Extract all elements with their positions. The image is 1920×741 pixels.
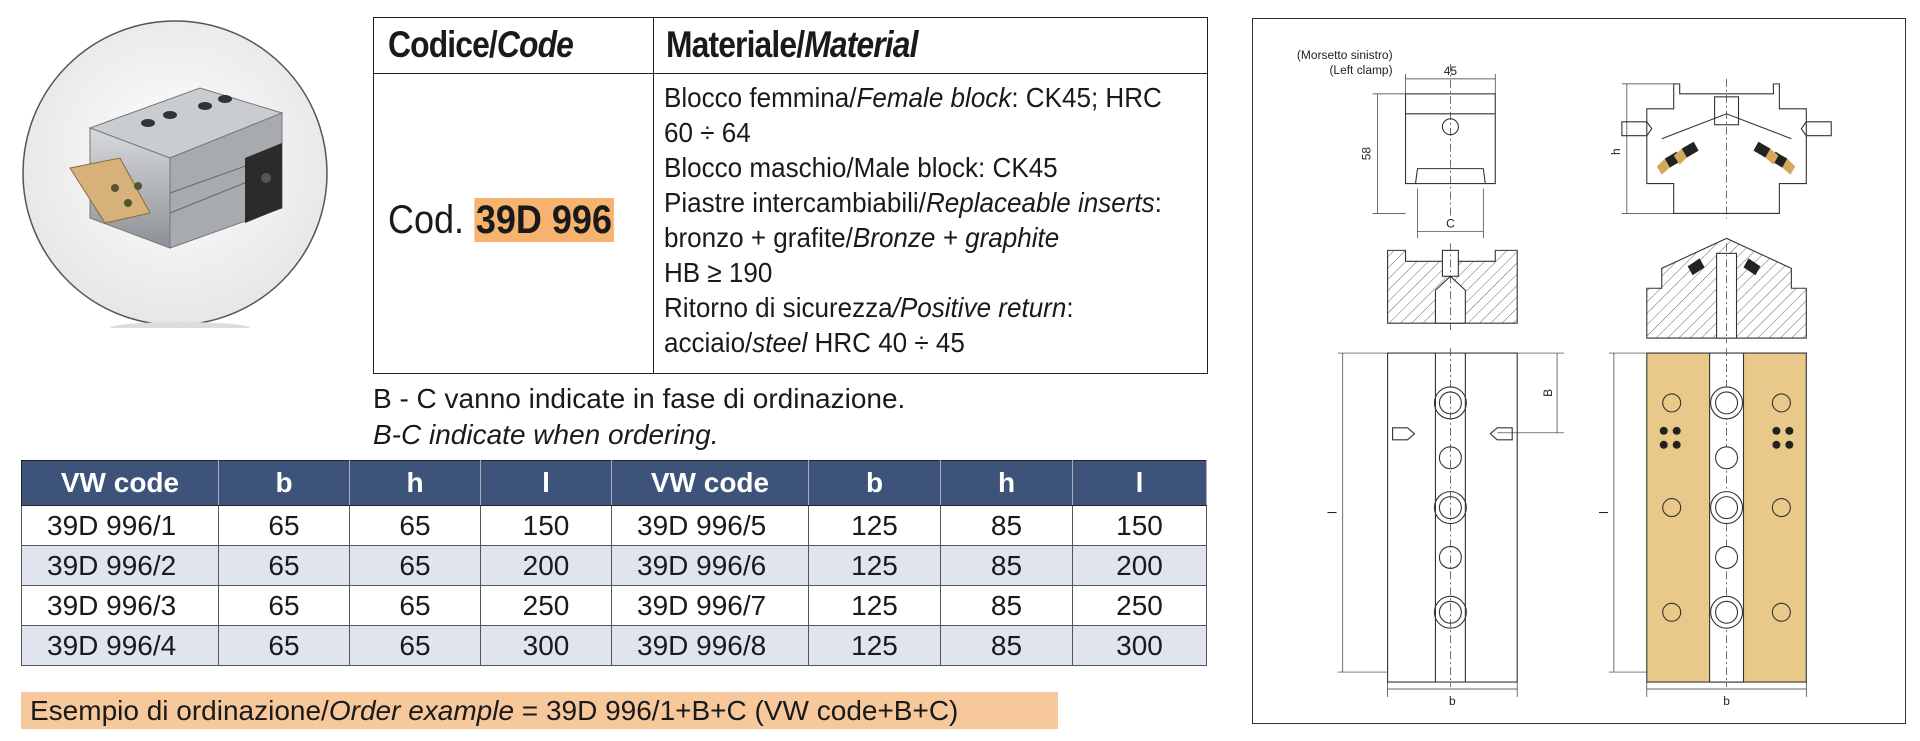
dimension-58: 58 (1359, 147, 1374, 161)
dimension-b-right: b (1723, 693, 1730, 708)
header-material: Materiale/Material (666, 24, 918, 65)
order-example: Esempio di ordinazione/Order example = 39D 996/1+B+C (VW code+B+C) (21, 692, 1058, 729)
material-list (664, 80, 1162, 360)
table-cell: 39D 996/6 (612, 546, 809, 586)
table-cell: 85 (941, 626, 1073, 666)
dimension-l-right: l (1596, 511, 1611, 514)
table-cell: 65 (219, 506, 350, 546)
spec-table (373, 17, 1208, 374)
table-cell: 300 (1073, 626, 1207, 666)
col-b: b (809, 461, 941, 506)
table-cell: 65 (350, 506, 481, 546)
table-row (22, 546, 1207, 586)
dimension-c: C (1446, 216, 1455, 231)
table-cell: 125 (809, 626, 941, 666)
col-l: l (481, 461, 612, 506)
table-cell: 125 (809, 506, 941, 546)
table-cell: 65 (350, 586, 481, 626)
dimension-l-left: l (1325, 511, 1340, 514)
table-cell: 65 (219, 586, 350, 626)
table-header-row (22, 461, 1207, 506)
table-cell: 65 (219, 626, 350, 666)
table-row (22, 626, 1207, 666)
table-cell: 150 (481, 506, 612, 546)
table-cell: 85 (941, 506, 1073, 546)
dimension-b-left: b (1449, 693, 1456, 708)
table-cell: 125 (809, 546, 941, 586)
material-line: bronzo + grafite/Bronze + graphite (664, 222, 1060, 253)
material-line: acciaio/steel HRC 40 ÷ 45 (664, 327, 965, 358)
col-vw-code: VW code (22, 461, 219, 506)
technical-drawing (1252, 18, 1906, 724)
table-cell: 39D 996/8 (612, 626, 809, 666)
table-cell: 39D 996/4 (22, 626, 219, 666)
col-h: h (941, 461, 1073, 506)
clamp-label-it: (Morsetto sinistro) (1296, 47, 1393, 62)
dimension-45: 45 (1443, 63, 1458, 78)
table-cell: 85 (941, 586, 1073, 626)
table-cell: 250 (481, 586, 612, 626)
col-vw-code: VW code (612, 461, 809, 506)
product-code: Cod. 39D 996 (388, 198, 612, 242)
clamp-label-en: (Left clamp) (1329, 62, 1393, 77)
table-cell: 65 (350, 546, 481, 586)
table-cell: 200 (481, 546, 612, 586)
table-cell: 300 (481, 626, 612, 666)
table-cell: 85 (941, 546, 1073, 586)
table-cell: 39D 996/2 (22, 546, 219, 586)
table-cell: 150 (1073, 506, 1207, 546)
material-line: 60 ÷ 64 (664, 117, 751, 148)
material-line: HB ≥ 190 (664, 257, 773, 288)
col-b: b (219, 461, 350, 506)
col-l: l (1073, 461, 1207, 506)
material-line: Piastre intercambiabili/Replaceable inserts: (664, 187, 1162, 218)
material-line: Blocco femmina/Female block: CK45; HRC (664, 82, 1162, 113)
dimension-B: B (1541, 388, 1556, 397)
table-cell: 125 (809, 586, 941, 626)
table-row (22, 586, 1207, 626)
dimension-h: h (1608, 148, 1623, 156)
table-cell: 39D 996/5 (612, 506, 809, 546)
product-photo (20, 18, 330, 328)
table-cell: 39D 996/1 (22, 506, 219, 546)
header-code: Codice/Code (388, 24, 574, 65)
table-cell: 39D 996/3 (22, 586, 219, 626)
product-code-number: 39D 996 (475, 198, 612, 242)
material-line: Ritorno di sicurezza/Positive return: (664, 292, 1074, 323)
table-row (22, 506, 1207, 546)
table-cell: 200 (1073, 546, 1207, 586)
col-h: h (350, 461, 481, 506)
table-cell: 65 (350, 626, 481, 666)
note-italian: B - C vanno indicate in fase di ordinazione. (373, 383, 906, 414)
table-cell: 250 (1073, 586, 1207, 626)
material-line: Blocco maschio/Male block: CK45 (664, 152, 1058, 183)
table-cell: 39D 996/7 (612, 586, 809, 626)
vw-code-table (21, 460, 1207, 666)
note-english: B-C indicate when ordering. (373, 419, 719, 450)
table-cell: 65 (219, 546, 350, 586)
